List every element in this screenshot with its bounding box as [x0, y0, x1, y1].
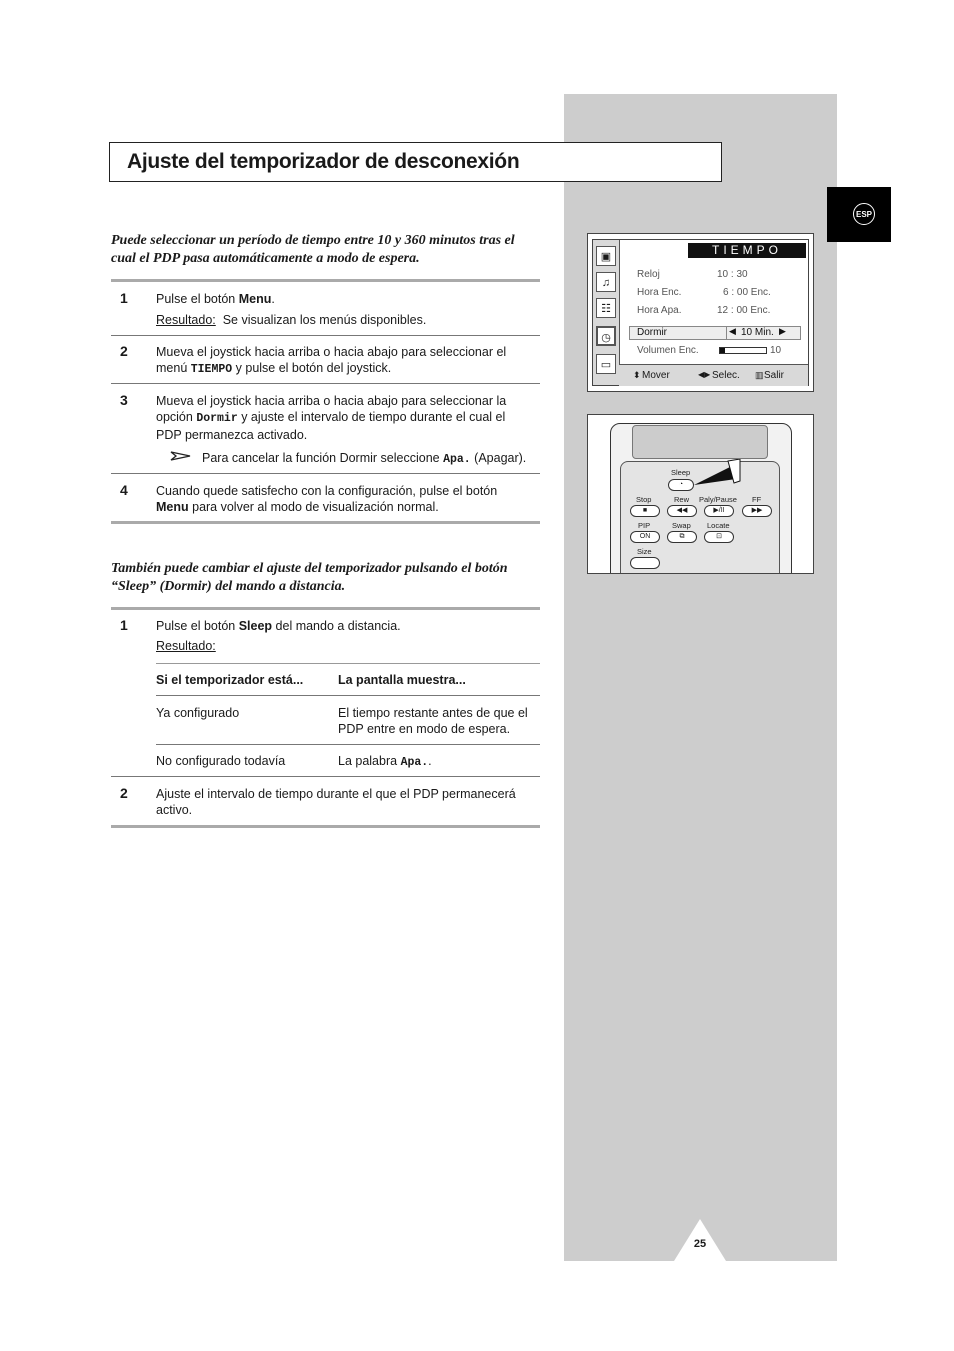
step-text-post: del mando a distancia.: [272, 619, 401, 633]
step-text: [156, 291, 536, 307]
table-cell-state: Ya configurado: [156, 706, 240, 720]
step-note: [202, 450, 547, 468]
setup-icon: ☷: [596, 298, 616, 318]
step-text-post: y ajuste el intervalo de tiempo durante el cual el PDP permanezca activado.: [156, 410, 506, 442]
step-text-pre: Pulse el botón: [156, 619, 239, 633]
step-keyword: Menu: [156, 500, 189, 514]
table-rule: [156, 695, 540, 696]
step-text-pre: Cuando quede satisfecho con la configuración, pulse el botón: [156, 484, 498, 498]
size-button[interactable]: [630, 557, 660, 569]
osd-menu-figure: [587, 233, 814, 392]
note-post: (Apagar).: [470, 451, 527, 465]
osd-item-value: 10 : 30: [717, 269, 748, 280]
step-number: 4: [120, 482, 128, 498]
section-rule: [111, 521, 540, 524]
step-text: Ajuste el intervalo de tiempo durante el que el PDP permanecerá activo.: [156, 787, 516, 817]
clock-icon: ◷: [596, 326, 616, 346]
display-pre: La palabra: [338, 754, 401, 768]
stop-label: Stop: [636, 495, 652, 504]
step-number: 2: [120, 343, 128, 359]
table-rule: [156, 744, 540, 745]
table-rule: [156, 663, 540, 664]
play-pause-label: Paly/Pause: [699, 495, 737, 504]
intro-text-1: Puede seleccionar un período de tiempo entre 10 y 360 minutos tras el cual el PDP pasa automáticamente a modo de espera.: [111, 233, 515, 266]
osd-footer-select: Selec.: [712, 370, 740, 381]
note-pre: Para cancelar la función Dormir seleccione: [202, 451, 444, 465]
osd-right-arrow-icon: ▶: [779, 326, 786, 336]
ff-label: FF: [752, 495, 762, 504]
step-divider: [111, 335, 540, 336]
step-number: 3: [120, 392, 128, 408]
result-label: Resultado:: [156, 639, 216, 653]
size-label: Size: [637, 547, 652, 556]
step-keyword: Sleep: [238, 619, 273, 633]
remote-flip-lid: [632, 425, 768, 459]
osd-item-value: 12 : 00 Enc.: [717, 305, 771, 316]
step-text-post: .: [271, 292, 275, 306]
step-code: TIEMPO: [190, 363, 233, 376]
menu-icon: ▥: [755, 370, 764, 380]
ff-button[interactable]: ▶▶: [742, 505, 772, 517]
language-badge: ESP: [853, 203, 875, 225]
channel-icon: ▭: [596, 354, 616, 374]
locate-button[interactable]: ⊡: [704, 531, 734, 543]
intro-text-2: También puede cambiar el ajuste del temporizador pulsando el botón “Sleep” (Dormir) del mando a distancia.: [111, 561, 508, 594]
pip-on-button[interactable]: ON: [630, 531, 660, 543]
swap-button[interactable]: ⧉: [667, 531, 697, 543]
osd-title: TIEMPO: [688, 243, 806, 258]
step-text-pre: Mueva el joystick hacia arriba o hacia abajo para seleccionar la opción: [156, 394, 507, 424]
display-post: .: [428, 754, 432, 768]
leftright-arrows-icon: ◀▶: [698, 370, 711, 379]
table-cell-display: El tiempo restante antes de que el PDP entre en modo de espera.: [338, 706, 528, 736]
osd-screen: [592, 239, 809, 386]
play-pause-button[interactable]: ▶/II: [704, 505, 734, 517]
section-rule: [111, 825, 540, 828]
sleep-label: Sleep: [671, 468, 691, 477]
step-number: 2: [120, 785, 128, 801]
step-text: [156, 393, 528, 443]
page-title: Ajuste del temporizador de desconexión: [127, 150, 520, 173]
step-keyword: Menu: [238, 292, 272, 306]
result-label: Resultado:: [156, 313, 216, 327]
sleep-button[interactable]: ◔: [668, 479, 694, 491]
pointer-hand-icon: [692, 459, 742, 489]
osd-item-value: 10: [770, 345, 782, 356]
page-number: 25: [693, 1238, 707, 1250]
step-divider: [111, 473, 540, 474]
step-text-post: y pulse el botón del joystick.: [232, 361, 392, 375]
table-cell-state: No configurado todavía: [156, 754, 286, 768]
rew-button[interactable]: ◀◀: [667, 505, 697, 517]
step-code: Dormir: [196, 412, 238, 425]
step-divider: [111, 383, 540, 384]
step-text-post: para volver al modo de visualización normal.: [188, 500, 439, 514]
osd-item-label: Hora Apa.: [637, 305, 682, 316]
table-header-display: La pantalla muestra...: [338, 673, 466, 687]
osd-icon-column: [593, 240, 620, 385]
pip-label: PIP: [638, 521, 651, 530]
step-text-pre: Pulse el botón: [156, 292, 239, 306]
osd-footer-move: Mover: [642, 370, 670, 381]
step-text: [156, 618, 536, 634]
rew-label: Rew: [674, 495, 690, 504]
osd-item-label: Reloj: [637, 269, 660, 280]
result-text: Se visualizan los menús disponibles.: [222, 313, 427, 327]
sound-icon: ♫: [596, 272, 616, 292]
step-text-pre: Mueva el joystick hacia arriba o hacia abajo para seleccionar el menú: [156, 345, 507, 375]
osd-item-label: Volumen Enc.: [637, 345, 699, 356]
section-rule: [111, 607, 540, 610]
stop-button[interactable]: ■: [630, 505, 660, 517]
step-text: [156, 344, 528, 378]
step-number: 1: [120, 617, 128, 633]
locate-label: Locate: [707, 521, 730, 530]
step-result: [156, 312, 536, 328]
osd-left-arrow-icon: ◀: [729, 326, 736, 336]
swap-label: Swap: [672, 521, 691, 530]
step-divider: [111, 776, 540, 777]
osd-item-label: Dormir: [637, 327, 667, 338]
picture-icon: ▣: [596, 246, 616, 266]
table-cell-display: [338, 753, 540, 771]
note-code: Apa.: [443, 453, 471, 466]
osd-item-label: Hora Enc.: [637, 287, 682, 298]
arrow-note-icon: [170, 449, 192, 461]
step-number: 1: [120, 290, 128, 306]
section-rule: [111, 279, 540, 282]
osd-item-value: 10 Min.: [741, 327, 774, 338]
title-box: [109, 142, 722, 182]
osd-footer: [619, 364, 808, 386]
language-tab: [827, 187, 891, 242]
osd-footer-exit: Salir: [764, 370, 785, 381]
osd-volume-bar: [719, 347, 767, 354]
osd-volume-fill: [720, 348, 725, 353]
step-text: [156, 483, 528, 515]
updown-arrows-icon: ⬍: [633, 370, 641, 380]
osd-item-value: 6 : 00 Enc.: [723, 287, 771, 298]
remote-figure: [587, 414, 814, 574]
table-header-state: Si el temporizador está...: [156, 673, 304, 687]
display-code: Apa.: [400, 756, 429, 769]
